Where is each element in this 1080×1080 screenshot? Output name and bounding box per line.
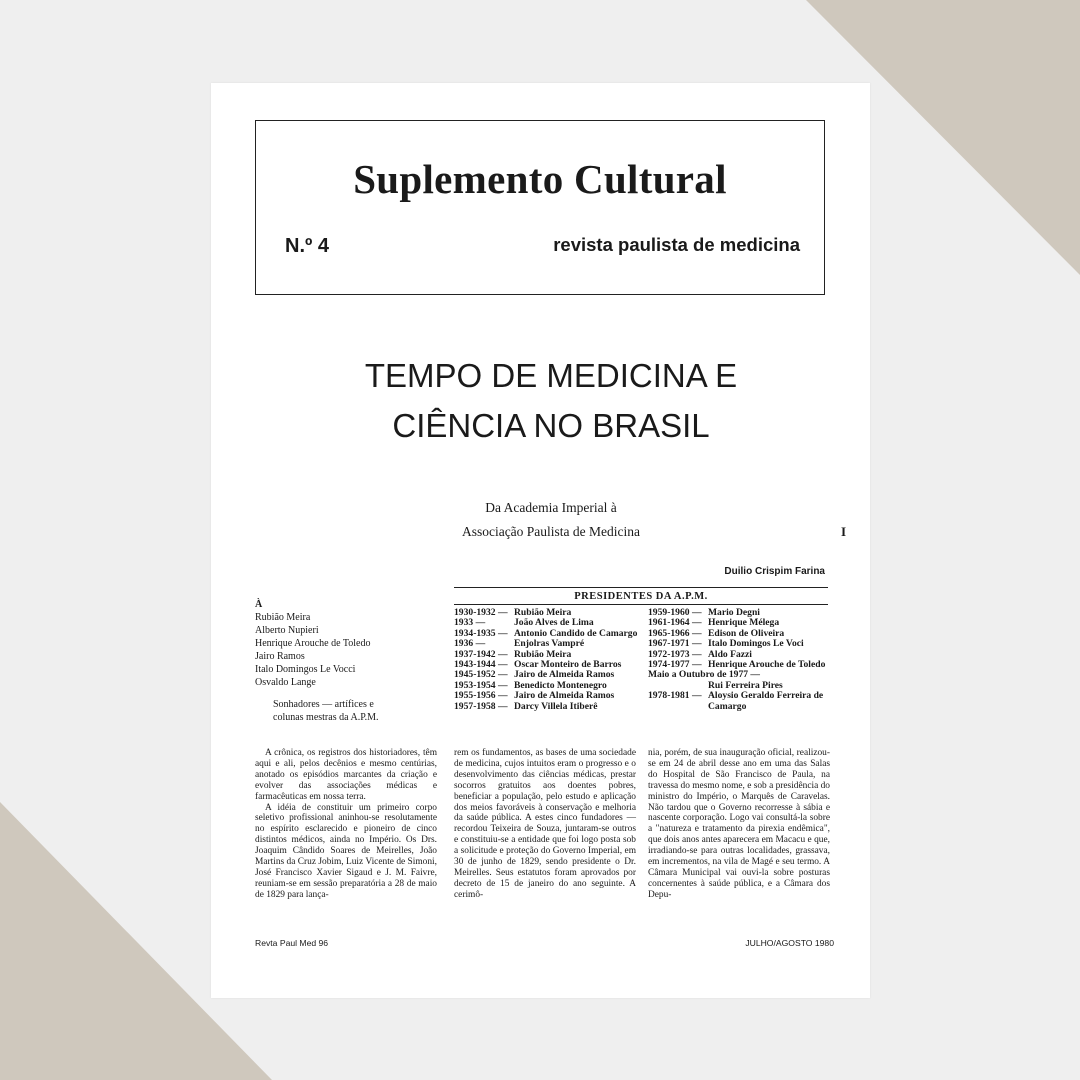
- dedication-name: Italo Domingos Le Vocci: [255, 664, 356, 675]
- author-name: Duilio Crispim Farina: [724, 566, 825, 577]
- president-years: 1934-1935 —: [454, 627, 508, 639]
- president-years: 1959-1960 —: [648, 607, 702, 618]
- journal-name: revista paulista de medicina: [553, 234, 800, 255]
- body-paragraph: A idéia de constituir um primeiro corpo seletivo profissional aninhou-se resolutamente no espírito esclarecido e pioneiro de cinco distintos médicos, ainda no Império. Os Drs. Joaquim Cândido Soares de Meirelles, João Martins da Cruz Jobim, Luiz Vicente de Simoni, José Francisco Xavier Sigaud e J. M. Faivre, reuniam-se em sessão preparatória a 28 de maio de 1829 para lança-: [255, 802, 437, 900]
- president-years: 1933 —: [454, 617, 486, 629]
- issue-number: N.º 4: [285, 235, 329, 257]
- dedication-note: [255, 698, 445, 724]
- president-special-period: Maio a Outubro de 1977 —: [648, 669, 761, 681]
- body-column-3: [648, 748, 830, 901]
- president-row: [648, 691, 828, 712]
- president-name: Jairo de Almeida Ramos: [514, 690, 615, 702]
- president-years: 1943-1944 —: [454, 659, 508, 671]
- footer-journal-ref: Revta Paul Med 96: [255, 938, 329, 948]
- presidents-list-left: [454, 608, 644, 712]
- president-years: 1945-1952 —: [454, 669, 508, 681]
- president-name: Aldo Fazzi: [708, 648, 752, 660]
- masthead-box: [255, 120, 825, 295]
- dedication-heading: À: [255, 599, 263, 610]
- president-name: Mario Degni: [708, 607, 760, 618]
- president-years: 1967-1971 —: [648, 638, 702, 650]
- president-name: Rubião Meira: [514, 648, 572, 660]
- subtitle-line-2: Associação Paulista de Medicina: [461, 524, 641, 539]
- president-name: Edison de Oliveira: [708, 627, 785, 639]
- dedication-name: Rubião Meira: [255, 612, 311, 623]
- president-name: Enjolras Vampré: [514, 638, 585, 650]
- body-paragraph: A crônica, os registros dos historiadores, têm aqui e ali, pelos decênios e mesmo centúrias, anotado os episódios marcantes da criação e evolver das associações médicas e farmacêuticas em nossa terra.: [255, 748, 437, 802]
- president-name: Jairo de Almeida Ramos: [514, 669, 615, 681]
- president-name: Henrique Arouche de Toledo: [708, 659, 826, 671]
- article-subtitle: [411, 496, 691, 544]
- president-name: Antonio Candido de Camargo: [514, 627, 638, 639]
- president-name: Italo Domingos Le Voci: [708, 638, 804, 650]
- article-title-line-1: TEMPO DE MEDICINA E: [364, 357, 738, 394]
- president-years: 1957-1958 —: [454, 700, 508, 712]
- article-title-line-2: CIÊNCIA NO BRASIL: [392, 407, 710, 444]
- body-column-2: [454, 748, 636, 901]
- president-years: 1955-1956 —: [454, 690, 508, 702]
- dedication-name: Henrique Arouche de Toledo: [255, 638, 371, 649]
- president-years: 1965-1966 —: [648, 627, 702, 639]
- president-name: Benedicto Montenegro: [514, 679, 607, 691]
- footer-issue-date: JULHO/AGOSTO 1980: [745, 938, 834, 948]
- president-years: 1978-1981 —: [648, 690, 702, 702]
- president-years: 1953-1954 —: [454, 679, 508, 691]
- presidents-heading: PRESIDENTES DA A.P.M.: [574, 591, 708, 602]
- president-years: 1930-1932 —: [454, 607, 508, 618]
- section-page-mark: I: [841, 524, 847, 539]
- president-name: João Alves de Lima: [514, 617, 594, 629]
- president-years: 1936 —: [454, 638, 486, 650]
- presidents-heading-rule: [454, 604, 828, 605]
- president-name: Henrique Mélega: [708, 617, 780, 629]
- president-row: [454, 702, 644, 712]
- president-name: Aloysio Geraldo Ferreira de Camargo: [708, 690, 824, 712]
- dedication-note-line-2: colunas mestras da A.P.M.: [273, 712, 379, 723]
- dedication-block: [255, 598, 445, 724]
- body-paragraph: nia, porém, de sua inauguração oficial, realizou-se em 24 de abril desse ano em uma das Salas do Hospital de São Francisco de Paula, na travessa do mesmo nome, e sob a presidência do ministro do Império, o Marquês de Caravelas. Não tardou que o Governo recorresse à sábia e nascente corporação. Logo vai consultá-la sobre a "natureza e tratamento da pirexia endêmica", que dois anos antes aparecera em Macacu e que, irradiando-se para outras localidades, grassava, em incrementos, na vila de Magé e seu termo. A Câmara Municipal vai ouvi-la sobre posturas concernentes à saúde pública, e a Câmara dos Depu-: [648, 748, 830, 900]
- dedication-name: Jairo Ramos: [255, 651, 305, 662]
- president-years: 1937-1942 —: [454, 648, 508, 660]
- magazine-page: [211, 83, 870, 998]
- masthead-title: Suplemento Cultural: [353, 156, 727, 202]
- president-name: Darcy Villela Itiberê: [514, 700, 598, 712]
- body-paragraph: rem os fundamentos, as bases de uma sociedade de medicina, cujos intuitos eram o progresso e o desenvolvimento das ciências médicas, prestar socorros gratuitos aos doentes pobres, beneficiar a população, pelo estudo e aplicação dos meios favoráveis à conservação e melhoria da saúde pública. A estes cinco fundadores — recordou Teixeira de Souza, juntaram-se outros e constituiu-se a entidade que foi logo posta sob a solicitude e proteção do Governo Imperial, em 30 de junho de 1829, sendo presidente o Dr. Meirelles. Seus estatutos foram aprovados por decreto de 15 de janeiro do ano seguinte. A cerimô-: [454, 748, 636, 900]
- president-name: Rubião Meira: [514, 607, 572, 618]
- subtitle-line-1: Da Academia Imperial à: [485, 500, 617, 515]
- body-column-1: [255, 748, 437, 901]
- dedication-note-line-1: Sonhadores — artífices e: [273, 699, 374, 710]
- president-years: 1974-1977 —: [648, 659, 702, 671]
- dedication-name: Osvaldo Lange: [255, 677, 316, 688]
- presidents-top-rule: [454, 587, 828, 588]
- president-years: 1961-1964 —: [648, 617, 702, 629]
- presidents-list-right: [648, 608, 828, 712]
- dedication-name: Alberto Nupieri: [255, 625, 319, 636]
- president-years: 1972-1973 —: [648, 648, 702, 660]
- president-special-name: Rui Ferreira Pires: [708, 679, 783, 691]
- article-title: [211, 351, 891, 451]
- president-name: Oscar Monteiro de Barros: [514, 659, 622, 671]
